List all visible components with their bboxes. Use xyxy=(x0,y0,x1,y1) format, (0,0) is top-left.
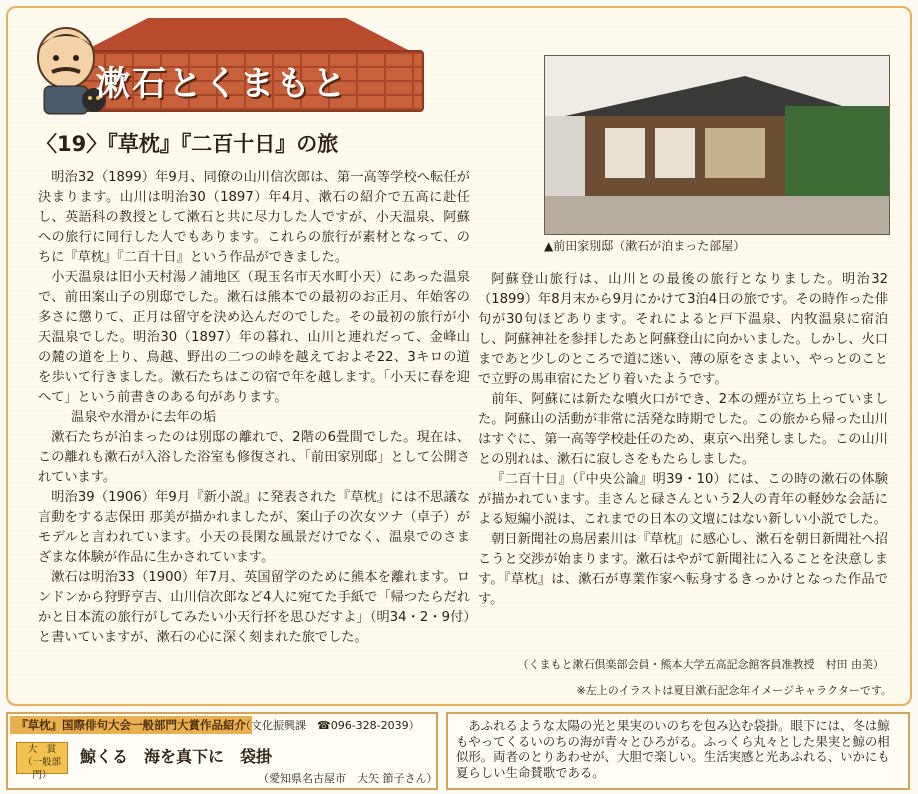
paragraph: 朝日新聞社の鳥居素川は『草枕』に感心し、漱石を朝日新聞社へ招こうと交渉が始まります。漱石はやがて新聞社に入ることを決意します。『草枕』は、漱石が専業作家へ転身するきっかけとなった作品です。 xyxy=(478,532,888,607)
award-department-contact: （文化振興課 ☎096-328-2039） xyxy=(240,719,420,732)
award-author: （愛知県名古屋市 大矢 節子さん） xyxy=(258,772,438,785)
series-banner xyxy=(12,8,432,116)
badge-category: （一般部門） xyxy=(22,757,61,781)
paragraph: 漱石は明治33（1900）年7月、英国留学のために熊本を離れます。ロンドンから狩野亨吉、山川信次郎など4人に宛てた手紙で「帰つたらだれかと日本流の旅行がしてみたい小天行抔を思ひだすよ」（明34・2・9付）と書いていますが、漱石の心に深く刻まれた旅でした。 xyxy=(38,570,470,645)
award-box xyxy=(6,712,438,790)
paragraph: 漱石たちが泊まったのは別邸の離れで、2階の6畳間でした。現在は、この離れも漱石が入浴した浴室も修復され、「前田家別邸」として公開されています。 xyxy=(38,430,470,485)
paragraph: 『二百十日』（『中央公論』明39・10）には、この時の漱石の体験が描かれています。圭さんと碌さんという2人の青年の軽妙な会話による短編小説は、これまでの日本の文壇にはない新しい小説でした。 xyxy=(478,472,888,527)
maeda-villa-photo xyxy=(544,55,890,235)
illustration-note: ※左上のイラストは夏目漱石記念年イメージキャラクターです。 xyxy=(576,684,892,697)
photo-caption: ▲前田家別邸（漱石が泊まった部屋） xyxy=(544,239,746,253)
award-haiku: 鯨くる 海を真下に 袋掛 xyxy=(80,747,273,766)
grand-prize-badge xyxy=(16,742,68,781)
haiku-award-section xyxy=(0,712,918,794)
badge-label: 大 賞 xyxy=(27,744,57,755)
paragraph: 前年、阿蘇には新たな噴火口ができ、2本の煙が立ち上っていました。阿蘇山の活動が非常に活発な時期でした。この旅から帰った山川はすぐに、第一高等学校赴任のため、東京へ出発しました。この山川との別れは、漱石に寂しさをもたらしました。 xyxy=(478,392,888,467)
left-column xyxy=(38,168,470,648)
paragraph: 明治39（1906）年9月『新小説』に発表された『草枕』には不思議な言動をする志保田 那美が描かれましたが、案山子の次女ツナ（卓子）がモデルと言われています。小天の長閑な風景だけでなく、温泉でのさまざまな体験が作品に生かされています。 xyxy=(38,490,470,565)
paragraph: 阿蘇登山旅行は、山川との最後の旅行となりました。明治32（1899）年8月末から9月にかけて3泊4日の旅です。その時作った俳句が30句ほどあります。それによると戸下温泉、内牧温泉に宿泊し、阿蘇神社を参拝したあと阿蘇登山に向かいました。しかし、火口まであと少しのところで道に迷い、薄の原をさまよい、やっとのことで立野の馬車宿にたどり着いたようです。 xyxy=(478,272,888,387)
award-comment: あふれるような太陽の光と果実のいのちを包み込む袋掛。眼下には、冬は鯨もやってくるいのちの海が青々とひろがる。ふっくら丸々とした果実と鯨の相似形。両者のとりあわせが、大胆で楽しい。生活実感と光あふれる、いかにも夏らしい生命賛歌である。 xyxy=(446,712,910,790)
banner-roof xyxy=(82,18,412,52)
award-heading: 『草枕』国際俳句大会一般部門大賞作品紹介 xyxy=(10,716,252,734)
banner-title: 漱石とくまもと xyxy=(96,64,348,104)
author-credit: （くまもと漱石倶楽部会員・熊本大学五高記念館客員准教授 村田 由美） xyxy=(517,658,884,671)
paragraph: 小天温泉は旧小天村湯ノ浦地区（現玉名市天水町小天）にあった温泉で、前田案山子の別邸でした。漱石は熊本での最初のお正月、年始客の多さに懲りて、正月は留守を決め込んだのでした。その最初の旅行が小天温泉でした。明治30（1897）年の暮れ、山川と連れだって、金峰山の麓の道を上り、鳥越、野出の二つの峠を越えておよそ22、3キロの道を歩いて行きました。漱石たちはこの宿で年を越します。「小天に春を迎へて」という前書きのある句があります。 xyxy=(38,270,470,405)
paragraph: 明治32（1899）年9月、同僚の山川信次郎は、第一高等学校へ転任が決まります。山川は明治30（1897）年4月、漱石の紹介で五高に赴任し、英語科の教授として漱石と共に尽力した人ですが、小天温泉、阿蘇への旅行に同行した人でもあります。これらの旅行が素材となって、のちに『草枕』『二百十日』という作品ができました。 xyxy=(38,170,470,265)
article-subtitle: 〈19〉『草枕』『二百十日』の旅 xyxy=(36,132,339,156)
right-column xyxy=(478,270,888,610)
haiku-line: 温泉や水滑かに去年の垢 xyxy=(71,410,217,425)
